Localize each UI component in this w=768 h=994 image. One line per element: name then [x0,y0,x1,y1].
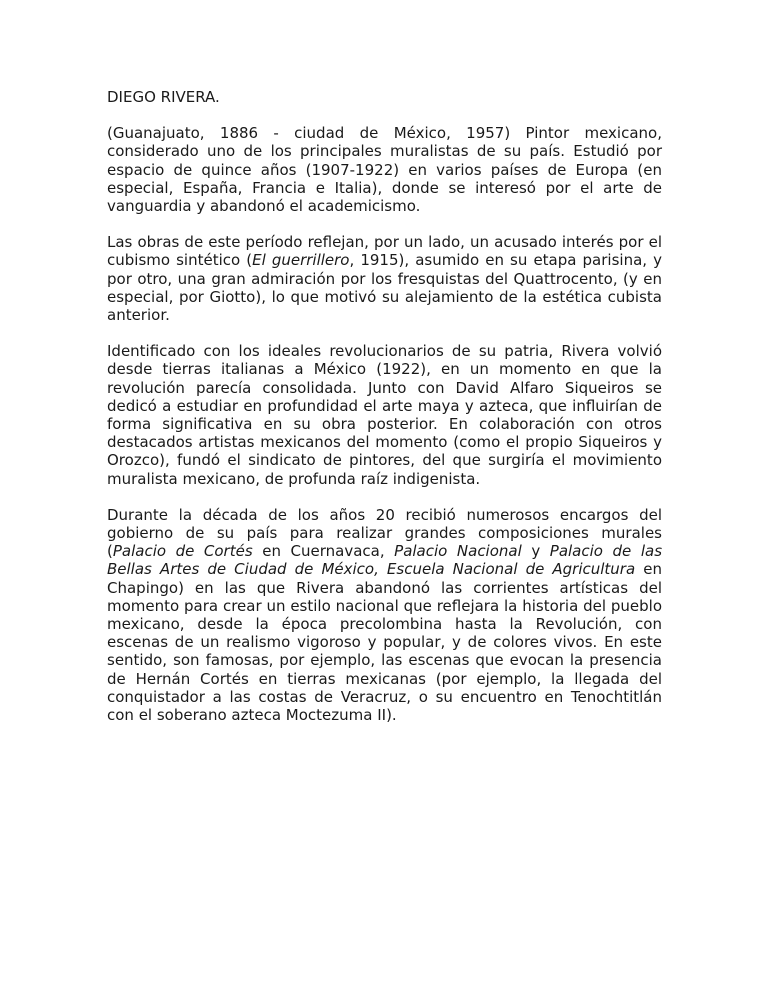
paragraph-4-text-a: Durante la década de los años 20 recibió numerosos encargos del gobierno de su país para realizar grandes composiciones murales ( [107,505,662,561]
paragraph-1: (Guanajuato, 1886 - ciudad de México, 1957) Pintor mexicano, considerado uno de los principales muralistas de su país. Estudió por espacio de quince años (1907-1922) en varios países de Europa (en especial, España, Francia e Italia), donde se interesó por el arte de vanguardia y abandonó el academicismo. [107,124,662,216]
artwork-palacio-bellas-artes: Palacio de las Bellas Artes de Ciudad de México, Escuela Nacional de Agricultura [107,542,663,579]
document-title: DIEGO RIVERA. [107,88,220,106]
paragraph-3: Identificado con los ideales revolucionarios de su patria, Rivera volvió desde tierras italianas a México (1922), en un momento en que la revolución parecía consolidada. Junto con David Alfaro Siqueiros se dedicó a estudiar en profundidad el arte maya y azteca, que influirían de forma significativa en su obra posterior. En colaboración con otros destacados artistas mexicanos del momento (como el propio Siqueiros y Orozco), fundó el sindicato de pintores, del que surgiría el movimiento muralista mexicano, de profunda raíz indigenista. [107,342,662,488]
artwork-title-el-guerrillero: El guerrillero [252,251,350,270]
paragraph-2 [107,233,662,324]
paragraph-4-text-b: en Cuernavaca, [252,542,395,561]
paragraph-2-text-a: Las obras de este período reflejan, por un lado, un acusado interés por el cubismo sintético ( [107,233,662,270]
artwork-palacio-de-cortes: Palacio de Cortés [112,542,253,561]
artwork-palacio-nacional: Palacio Nacional [394,542,522,561]
paragraph-4-text-c: y [521,542,550,561]
document-page [107,88,662,742]
paragraph-2-text-b: , 1915), asumido en su etapa parisina, y por otro, una gran admiración por los fresquistas del Quattrocento, (y en especial, por Giotto), lo que motivó su alejamiento de la estética cubista anterior. [107,251,662,325]
paragraph-4 [107,506,662,724]
paragraph-4-text-d: en Chapingo) en las que Rivera abandonó las corrientes artísticas del momento para crear un estilo nacional que reflejara la historia del pueblo mexicano, desde la época precolombina hasta la Revolución, con escenas de un realismo vigoroso y popular, y de colores vivos. En este sentido, son famosas, por ejemplo, las escenas que evocan la presencia de Hernán Cortés en tierras mexicanas (por ejemplo, la llegada del conquistador a las costas de Veracruz, o su encuentro en Tenochtitlán con el soberano azteca Moctezuma II). [107,560,662,725]
